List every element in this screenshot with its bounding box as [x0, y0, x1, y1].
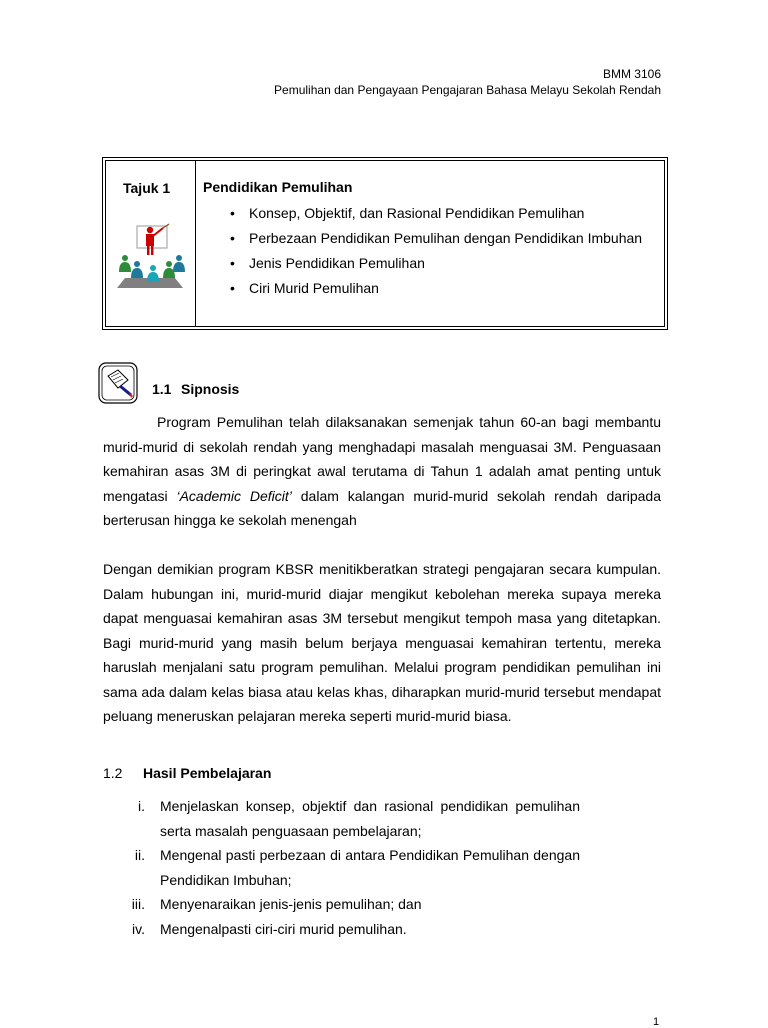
synopsis-paragraph-1: [103, 410, 661, 533]
topic-item: • Jenis Pendidikan Pemulihan: [203, 253, 642, 278]
learning-outcome: [103, 794, 580, 843]
teacher-classroom-icon: [113, 220, 187, 290]
learning-outcomes-list: [103, 794, 580, 941]
topic-box: [102, 157, 668, 330]
topic-divider: [195, 160, 196, 327]
section-1-1-number: 1.1: [152, 381, 172, 397]
topic-label: Tajuk 1: [123, 180, 171, 196]
outcome-text: Mengenalpasti ciri-ciri murid pemulihan.: [160, 920, 407, 937]
section-1-2-title: Hasil Pembelajaran: [143, 765, 272, 781]
outcome-number: iii.: [131, 896, 145, 912]
topic-item: • Konsep, Objektif, dan Rasional Pendidikan Pemulihan: [203, 203, 642, 228]
outcome-number: ii.: [134, 847, 145, 863]
notes-pencil-icon: [98, 362, 138, 404]
topic-item: • Ciri Murid Pemulihan: [203, 278, 642, 303]
topic-title: Pendidikan Pemulihan: [203, 179, 353, 195]
outcome-text: Mengenal pasti perbezaan di antara Pendidikan Pemulihan dengan Pendidikan Imbuhan;: [160, 847, 580, 888]
page-header: [274, 66, 661, 98]
synopsis-text: dalam kalangan murid-murid sekolah rendah daripada berterusan hingga ke sekolah menengah: [103, 487, 662, 528]
topic-list: [203, 203, 642, 303]
synopsis-text: Program Pemulihan telah dilaksanakan semenjak tahun 60-an bagi membantu murid-murid di sekolah rendah yang menghadapi masalah menguasai 3M. Penguasaan kemahiran asas 3M di peringkat awal terutama di Tahun 1 adalah amat penting untuk mengatasi: [103, 414, 661, 504]
outcome-number: i.: [138, 798, 145, 814]
learning-outcome: [103, 892, 580, 917]
learning-outcome: [103, 843, 580, 892]
outcome-number: iv.: [132, 920, 145, 937]
academic-deficit-term: ‘Academic Deficit’: [176, 487, 292, 504]
outcome-text: Menjelaskan konsep, objektif dan rasional pendidikan pemulihan serta masalah penguasaan pembelajaran;: [160, 798, 580, 839]
synopsis-paragraph-2: Dengan demikian program KBSR menitikberatkan strategi pengajaran secara kumpulan. Dalam hubungan ini, murid-murid diajar mengikut kebolehan mereka supaya mereka dapat menguasai kemahiran asas 3M tersebut mengikut tempoh masa yang ditetapkan. Bagi murid-murid yang masih belum berjaya menguasai kemahiran tertentu, mereka haruslah menjalani satu program pemulihan. Melalui program pendidikan pemulihan ini sama ada dalam kelas biasa atau kelas khas, diharapkan murid-murid tersebut mendapat peluang meneruskan pelajaran mereka seperti murid-murid biasa.: [103, 561, 661, 724]
page-number: 1: [653, 1016, 660, 1028]
outcome-text: Menyenaraikan jenis-jenis pemulihan; dan: [160, 896, 422, 912]
course-code: BMM 3106: [602, 67, 661, 81]
section-1-2-number: 1.2: [103, 765, 123, 781]
section-1-1-title: Sipnosis: [181, 381, 240, 397]
topic-item: • Perbezaan Pendidikan Pemulihan dengan Pendidikan Imbuhan: [203, 228, 642, 253]
course-title: Pemulihan dan Pengayaan Pengajaran Bahasa Melayu Sekolah Rendah: [274, 83, 661, 97]
learning-outcome: [103, 917, 580, 942]
